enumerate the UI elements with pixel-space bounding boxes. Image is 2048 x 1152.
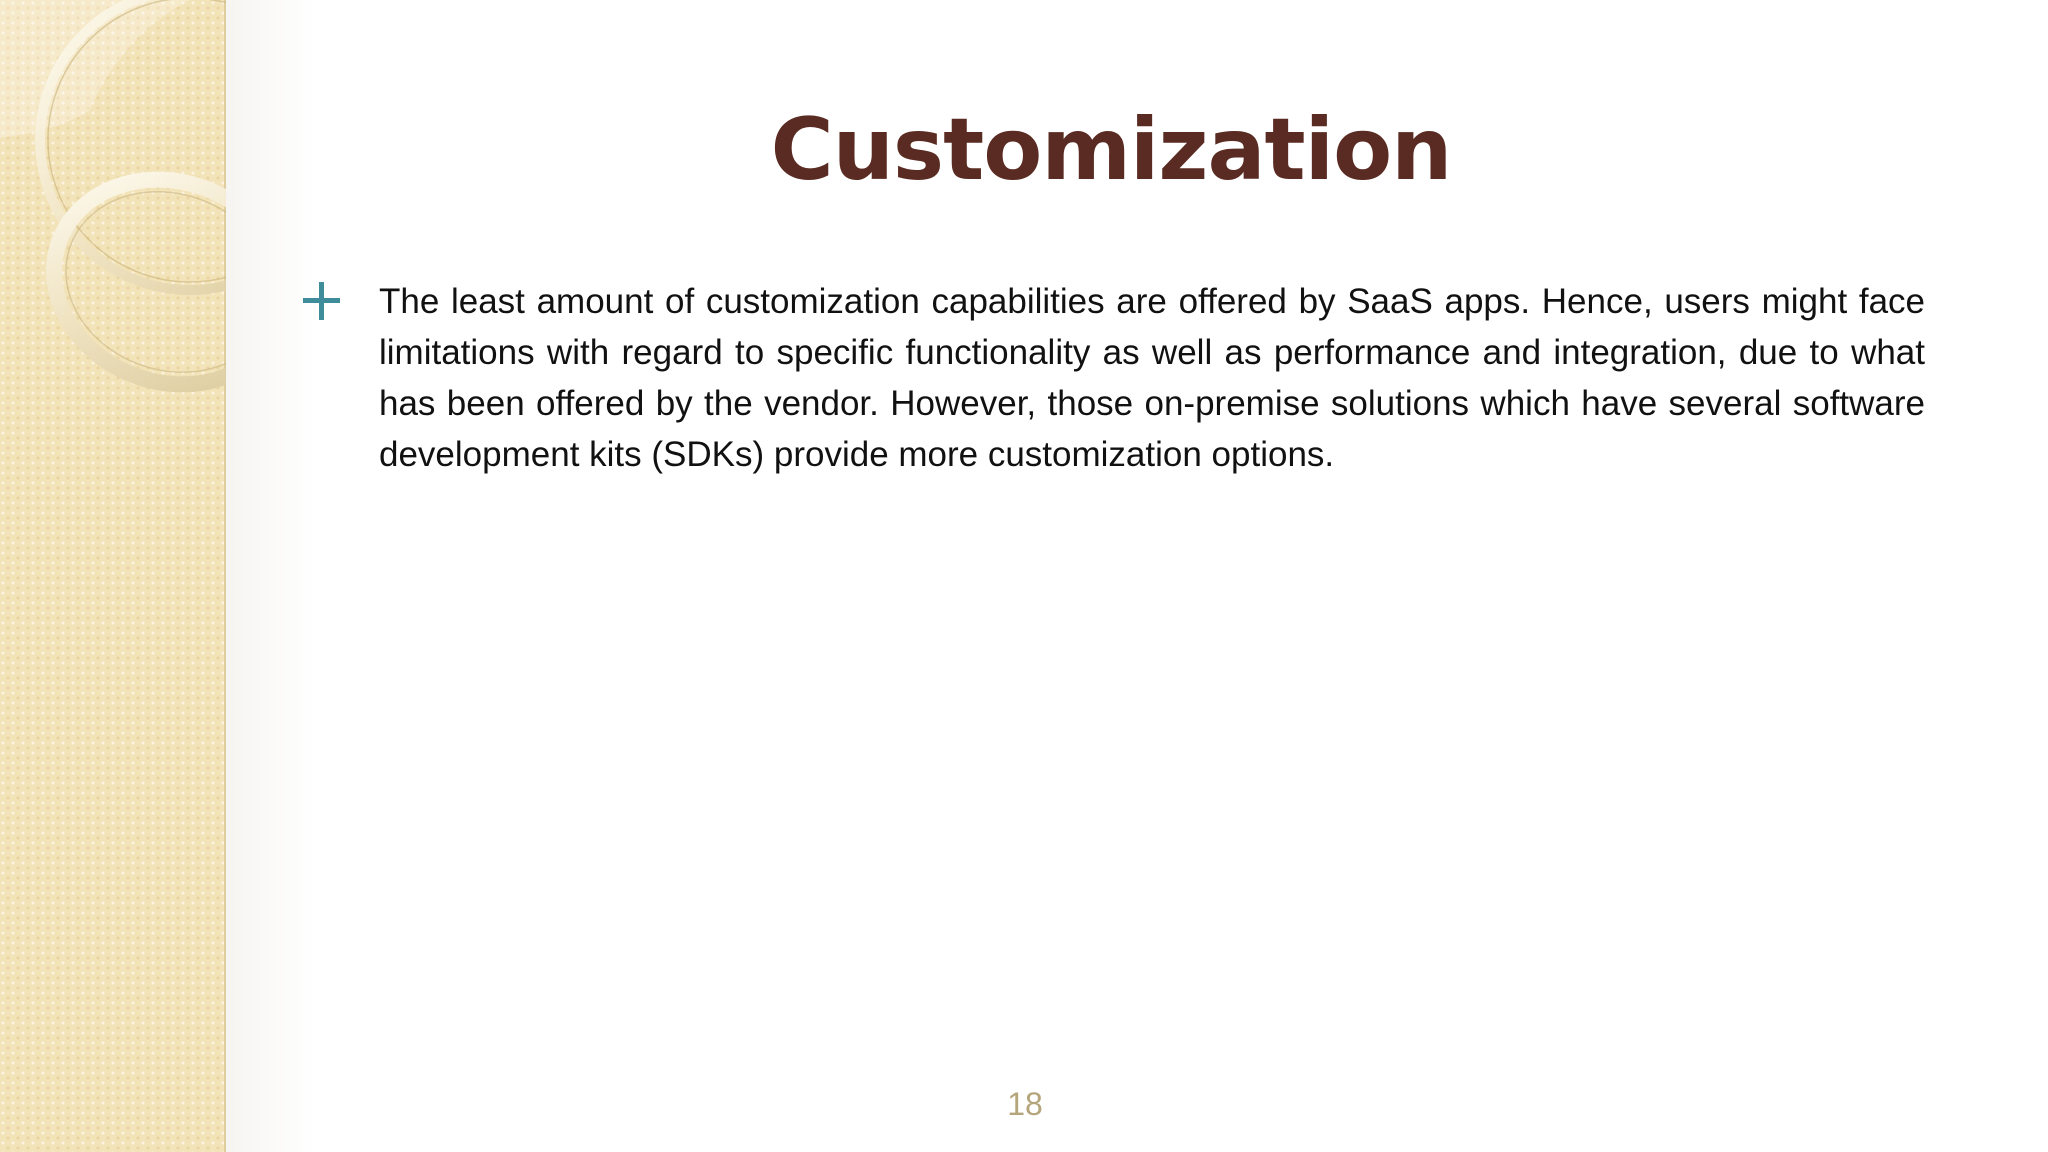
- bullet-text: The least amount of customization capabilities are offered by SaaS apps. Hence, users might face limitations with regard to specific functionality as well as performance and integration, due to what has been offered by the vendor. However, those on-premise solutions which have several software development kits (SDKs) provide more customization options.: [379, 282, 1925, 474]
- ring-ornament-icon: [0, 0, 226, 420]
- plus-icon: [300, 280, 344, 324]
- decorative-side-strip: [0, 0, 226, 1152]
- page-number: 18: [1007, 1086, 1043, 1122]
- slide-title: Customization: [770, 100, 1452, 200]
